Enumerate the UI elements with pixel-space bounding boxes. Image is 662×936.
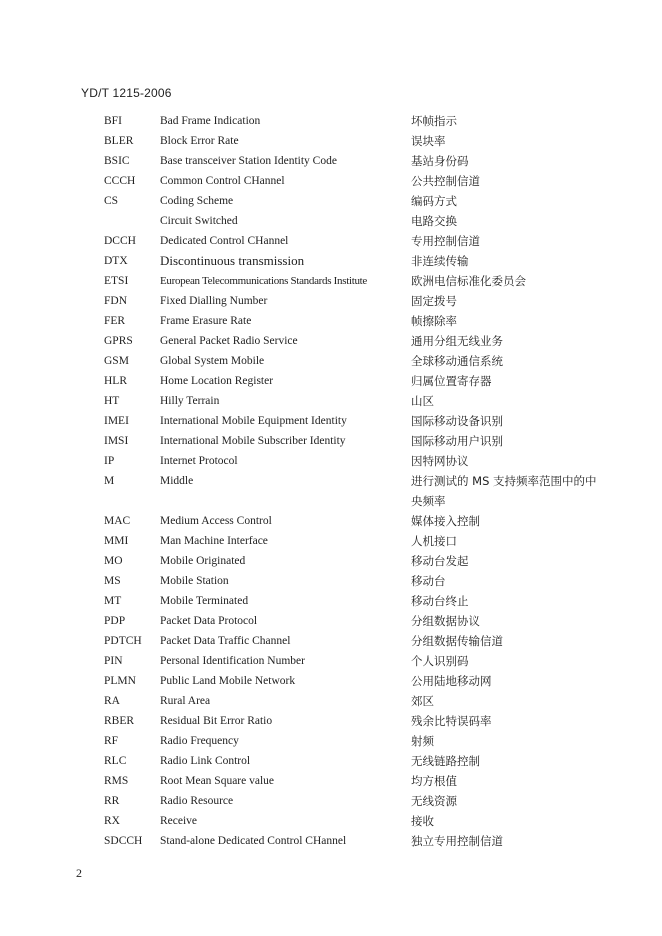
english-term: Medium Access Control xyxy=(160,515,272,527)
english-term: Coding Scheme xyxy=(160,195,234,207)
list-item xyxy=(0,131,662,151)
abbreviation: RX xyxy=(104,815,120,827)
abbreviation: DCCH xyxy=(104,235,136,247)
list-item xyxy=(0,551,662,571)
chinese-term: 电路交换 xyxy=(411,214,457,228)
chinese-term: 专用控制信道 xyxy=(411,234,480,248)
english-term: Radio Frequency xyxy=(160,735,239,747)
abbreviation: RMS xyxy=(104,775,129,787)
english-term: Common Control CHannel xyxy=(160,175,285,187)
english-term: Packet Data Traffic Channel xyxy=(160,635,291,647)
english-term: Home Location Register xyxy=(160,375,274,387)
abbreviation: MT xyxy=(104,595,122,607)
english-term: Root Mean Square value xyxy=(160,775,275,787)
chinese-term: 全球移动通信系统 xyxy=(411,354,503,368)
abbreviation: MS xyxy=(104,575,121,587)
list-item xyxy=(0,391,662,411)
abbreviation: RR xyxy=(104,795,120,807)
chinese-term: 编码方式 xyxy=(411,194,457,208)
abbreviation: M xyxy=(104,475,115,487)
chinese-term: 残余比特误码率 xyxy=(411,714,492,728)
english-term: Stand-alone Dedicated Control CHannel xyxy=(160,835,347,847)
abbreviation: DTX xyxy=(104,255,128,267)
list-item xyxy=(0,531,662,551)
chinese-term: 无线链路控制 xyxy=(411,754,480,768)
chinese-term: 误块率 xyxy=(411,134,446,148)
chinese-term: 公用陆地移动网 xyxy=(411,674,492,688)
english-term: Base transceiver Station Identity Code xyxy=(160,155,337,167)
abbreviation: GPRS xyxy=(104,335,133,347)
list-item xyxy=(0,271,662,291)
english-term: Receive xyxy=(160,815,198,827)
chinese-term: 因特网协议 xyxy=(411,454,469,468)
chinese-term: 接收 xyxy=(411,814,434,828)
list-item xyxy=(0,171,662,191)
list-item xyxy=(0,411,662,431)
list-item xyxy=(0,771,662,791)
english-term: Mobile Terminated xyxy=(160,595,249,607)
english-term: Rural Area xyxy=(160,695,211,707)
abbreviation: FDN xyxy=(104,295,128,307)
chinese-term: 移动台 xyxy=(411,574,446,588)
list-item xyxy=(0,671,662,691)
english-term: Residual Bit Error Ratio xyxy=(160,715,273,727)
chinese-term: 固定拨号 xyxy=(411,294,457,308)
list-item xyxy=(0,711,662,731)
list-item xyxy=(0,251,662,271)
english-term: Dedicated Control CHannel xyxy=(160,235,289,247)
abbreviation: RA xyxy=(104,695,120,707)
list-item xyxy=(0,351,662,371)
abbreviation: SDCCH xyxy=(104,835,143,847)
english-term: Mobile Originated xyxy=(160,555,246,567)
english-term: Packet Data Protocol xyxy=(160,615,258,627)
chinese-term: 公共控制信道 xyxy=(411,174,480,188)
list-item xyxy=(0,471,662,511)
chinese-term: 国际移动设备识别 xyxy=(411,414,503,428)
english-term: Discontinuous transmission xyxy=(160,253,305,268)
chinese-term: 分组数据传输信道 xyxy=(411,634,503,648)
english-term: General Packet Radio Service xyxy=(160,335,298,347)
abbreviation: HLR xyxy=(104,375,127,387)
abbreviation: CS xyxy=(104,195,119,207)
abbreviation: IP xyxy=(104,455,115,467)
abbreviation: BLER xyxy=(104,135,134,147)
english-term: Bad Frame Indication xyxy=(160,115,261,127)
chinese-term: 郊区 xyxy=(411,694,434,708)
abbreviation-list xyxy=(0,111,662,851)
english-term: Internet Protocol xyxy=(160,455,238,467)
list-item xyxy=(0,651,662,671)
list-item xyxy=(0,431,662,451)
list-item xyxy=(0,811,662,831)
list-item xyxy=(0,691,662,711)
list-item xyxy=(0,791,662,811)
abbreviation: RLC xyxy=(104,755,127,767)
list-item xyxy=(0,111,662,131)
chinese-term: 射频 xyxy=(411,734,434,748)
chinese-term: 山区 xyxy=(411,394,434,408)
chinese-term: 独立专用控制信道 xyxy=(411,834,503,848)
english-term: Fixed Dialling Number xyxy=(160,295,268,307)
page-number: 2 xyxy=(76,866,82,880)
abbreviation: MAC xyxy=(104,515,131,527)
abbreviation: IMSI xyxy=(104,435,129,447)
chinese-term: 人机接口 xyxy=(411,534,457,548)
english-term: International Mobile Equipment Identity xyxy=(160,415,347,427)
chinese-term: 个人识别码 xyxy=(411,654,469,668)
chinese-term: 均方根值 xyxy=(411,774,457,788)
abbreviation: HT xyxy=(104,395,120,407)
list-item xyxy=(0,731,662,751)
abbreviation: IMEI xyxy=(104,415,129,427)
chinese-term: 进行测试的 MS 支持频率范围中的中央频率 xyxy=(411,474,597,508)
abbreviation: PDP xyxy=(104,615,126,627)
english-term: Public Land Mobile Network xyxy=(160,675,296,687)
abbreviation: RBER xyxy=(104,715,135,727)
list-item xyxy=(0,631,662,651)
list-item xyxy=(0,591,662,611)
english-term: Hilly Terrain xyxy=(160,395,220,407)
abbreviation: ETSI xyxy=(104,275,129,287)
list-item xyxy=(0,311,662,331)
chinese-term: 坏帧指示 xyxy=(411,114,457,128)
english-term: Radio Resource xyxy=(160,795,234,807)
chinese-term: 移动台发起 xyxy=(411,554,469,568)
english-term: International Mobile Subscriber Identity xyxy=(160,435,346,447)
list-item xyxy=(0,611,662,631)
english-term: Personal Identification Number xyxy=(160,655,305,667)
list-item xyxy=(0,511,662,531)
chinese-term: 无线资源 xyxy=(411,794,457,808)
list-item xyxy=(0,751,662,771)
english-term: Middle xyxy=(160,475,194,487)
list-item xyxy=(0,291,662,311)
abbreviation: PIN xyxy=(104,655,123,667)
abbreviation: BSIC xyxy=(104,155,130,167)
chinese-term: 通用分组无线业务 xyxy=(411,334,503,348)
chinese-term: 媒体接入控制 xyxy=(411,514,480,528)
english-term: Radio Link Control xyxy=(160,755,251,767)
chinese-term: 分组数据协议 xyxy=(411,614,480,628)
chinese-term: 帧擦除率 xyxy=(411,314,457,328)
abbreviation: GSM xyxy=(104,355,129,367)
abbreviation: RF xyxy=(104,735,119,747)
list-item xyxy=(0,371,662,391)
abbreviation: CCCH xyxy=(104,175,136,187)
chinese-term: 归属位置寄存器 xyxy=(411,374,492,388)
english-term: Global System Mobile xyxy=(160,355,265,367)
abbreviation: MMI xyxy=(104,535,129,547)
list-item xyxy=(0,211,662,231)
chinese-term: 基站身份码 xyxy=(411,154,469,168)
chinese-term: 非连续传输 xyxy=(411,254,469,268)
list-item xyxy=(0,231,662,251)
list-item xyxy=(0,331,662,351)
list-item xyxy=(0,451,662,471)
abbreviation: FER xyxy=(104,315,126,327)
english-term: Block Error Rate xyxy=(160,135,239,147)
abbreviation: MO xyxy=(104,555,123,567)
english-term: Man Machine Interface xyxy=(160,535,268,547)
abbreviation: PDTCH xyxy=(104,635,142,647)
abbreviation: PLMN xyxy=(104,675,136,687)
standard-code: YD/T 1215-2006 xyxy=(81,86,172,100)
chinese-term: 国际移动用户识别 xyxy=(411,434,503,448)
list-item xyxy=(0,571,662,591)
chinese-term: 移动台终止 xyxy=(411,594,469,608)
list-item xyxy=(0,191,662,211)
list-item xyxy=(0,831,662,851)
english-term: Mobile Station xyxy=(160,575,229,587)
english-term: Circuit Switched xyxy=(160,215,238,227)
list-item xyxy=(0,151,662,171)
chinese-term: 欧洲电信标准化委员会 xyxy=(411,274,526,288)
english-term: European Telecommunications Standards Institute xyxy=(160,275,368,287)
abbreviation: BFI xyxy=(104,115,122,127)
english-term: Frame Erasure Rate xyxy=(160,315,252,327)
